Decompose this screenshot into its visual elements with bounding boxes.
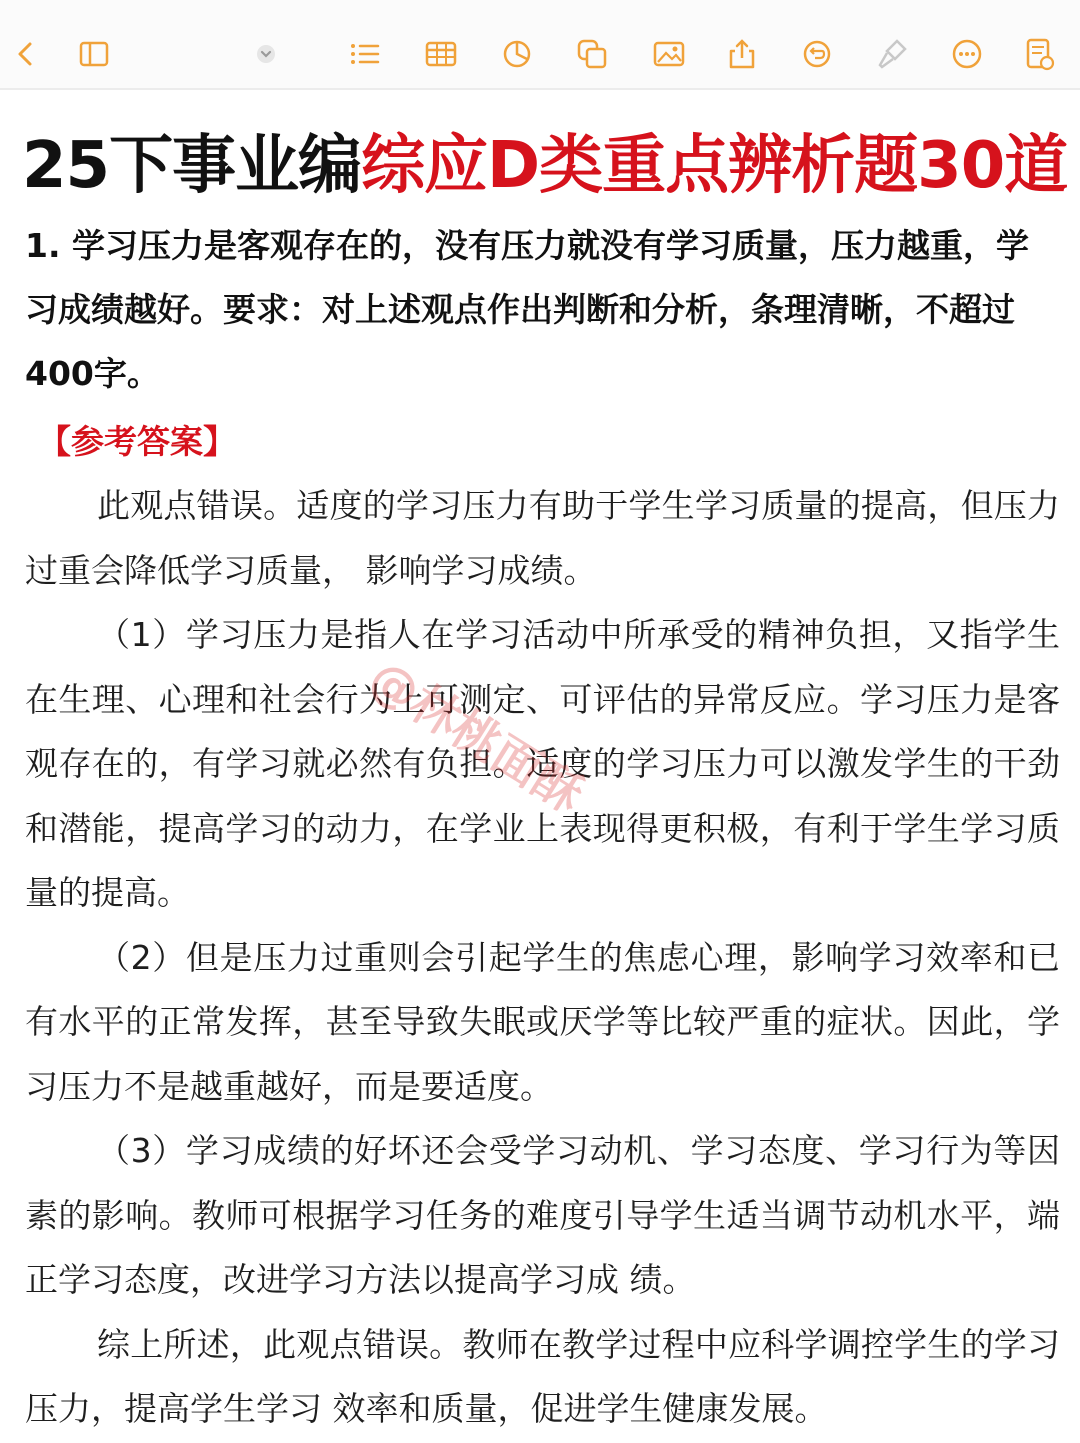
share-icon[interactable] — [722, 34, 762, 74]
undo-icon[interactable] — [797, 34, 837, 74]
title-highlight: 综应D类重点辨析题30道 — [361, 129, 1068, 203]
document-title — [22, 126, 1072, 206]
question-text: 1. 学习压力是客观存在的，没有压力就没有学习质量，压力越重，学习成绩越好。要求：对上述观点作出判断和分析，条理清晰，不超过400字。 — [25, 226, 1029, 393]
answer-paragraph: 此观点错误。适度的学习压力有助于学生学习质量的提高，但压力过重会降低学习质量， 影响学习成绩。 — [25, 486, 1060, 590]
answer-paragraph: （3）学习成绩的好坏还会受学习动机、学习态度、学习行为等因素的影响。教师可根据学习任务的难度引导学生适当调节动机水平，端正学习态度，改进学习方法以提高学习成 绩。 — [25, 1131, 1060, 1299]
chart-icon[interactable] — [497, 34, 537, 74]
table-icon[interactable] — [421, 34, 461, 74]
back-icon[interactable] — [6, 34, 46, 74]
chevron-down-icon[interactable] — [246, 34, 286, 74]
reference-answer-label: 【参考答案】 — [38, 422, 236, 461]
answer-paragraph: （1）学习压力是指人在学习活动中所承受的精神负担，又指学生在生理、心理和社会行为上可测定、可评估的异常反应。学习压力是客观存在的，有学习就必然有负担。适度的学习压力可以激发学生的干劲和潜能，提高学习的动力，在学业上表现得更积极，有利于学生学习质量的提高。 — [25, 615, 1060, 912]
watermark: @林桃面酥 — [359, 649, 593, 825]
shapes-icon[interactable] — [572, 34, 612, 74]
sidebar-icon[interactable] — [74, 34, 114, 74]
answer-body — [25, 474, 1060, 1442]
list-icon[interactable] — [345, 34, 385, 74]
document-settings-icon[interactable] — [1020, 34, 1060, 74]
more-icon[interactable] — [947, 34, 987, 74]
title-prefix: 25下事业编 — [22, 129, 362, 203]
editor-toolbar — [0, 0, 1080, 90]
answer-paragraph: （2）但是压力过重则会引起学生的焦虑心理，影响学习效率和已有水平的正常发挥，甚至导致失眠或厌学等比较严重的症状。因此，学习压力不是越重越好，而是要适度。 — [25, 937, 1060, 1106]
image-icon[interactable] — [649, 34, 689, 74]
answer-paragraph: 综上所述，此观点错误。教师在教学过程中应科学调控学生的学习压力，提高学生学习 效率和质量，促进学生健康发展。 — [25, 1324, 1060, 1428]
format-brush-icon[interactable] — [872, 34, 912, 74]
